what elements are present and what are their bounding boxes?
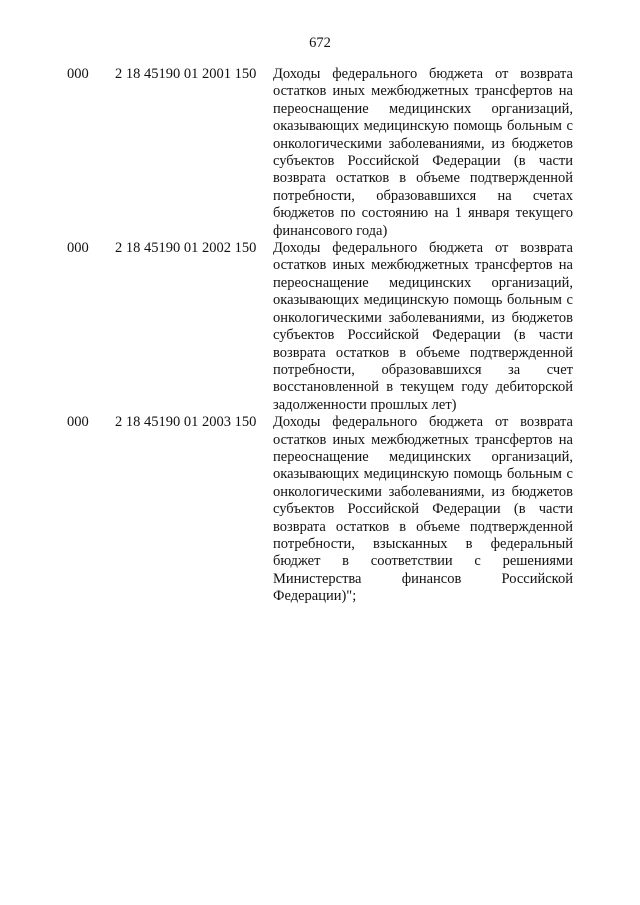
entry-description: Доходы федерального бюджета от возврата остатков иных межбюджетных трансфертов на переоснащение медицинских организаций, оказывающих медицинскую помощь больным с онкологическими заболеваниями, из бюджетов субъектов Российской Федерации (в части возврата остатков в объеме подтвержденной потребности, образовавшихся за счет восстановленной в текущем году дебиторской задолженности прошлых лет) bbox=[273, 240, 573, 413]
entry-description: Доходы федерального бюджета от возврата остатков иных межбюджетных трансфертов на переоснащение медицинских организаций, оказывающих медицинскую помощь больным с онкологическими заболеваниями, из бюджетов субъектов Российской Федерации (в части возврата остатков в объеме подтвержденной потребности, образовавшихся на счетах бюджетов по состоянию на 1 января текущего финансового года) bbox=[273, 66, 573, 239]
page-number: 672 bbox=[309, 35, 331, 51]
budget-classification-code: 2 18 45190 01 2002 150 bbox=[115, 240, 257, 257]
budget-entry bbox=[67, 66, 573, 240]
budget-classification-code: 2 18 45190 01 2001 150 bbox=[115, 66, 257, 82]
admin-code: 000 bbox=[67, 66, 89, 82]
budget-entry bbox=[67, 414, 573, 605]
budget-classification-code: 2 18 45190 01 2003 150 bbox=[115, 414, 257, 431]
admin-code: 000 bbox=[67, 414, 89, 431]
budget-entry bbox=[67, 240, 573, 414]
entry-description: Доходы федерального бюджета от возврата остатков иных межбюджетных трансфертов на переоснащение медицинских организаций, оказывающих медицинскую помощь больным с онкологическими заболеваниями, из бюджетов субъектов Российской Федерации (в части возврата остатков в объеме подтвержденной потребности, взысканных в федеральный бюджет в соответствии с решениями Министерства финансов Российской Федерации)"; bbox=[273, 414, 573, 605]
admin-code: 000 bbox=[67, 240, 89, 257]
budget-code-list bbox=[67, 66, 573, 606]
